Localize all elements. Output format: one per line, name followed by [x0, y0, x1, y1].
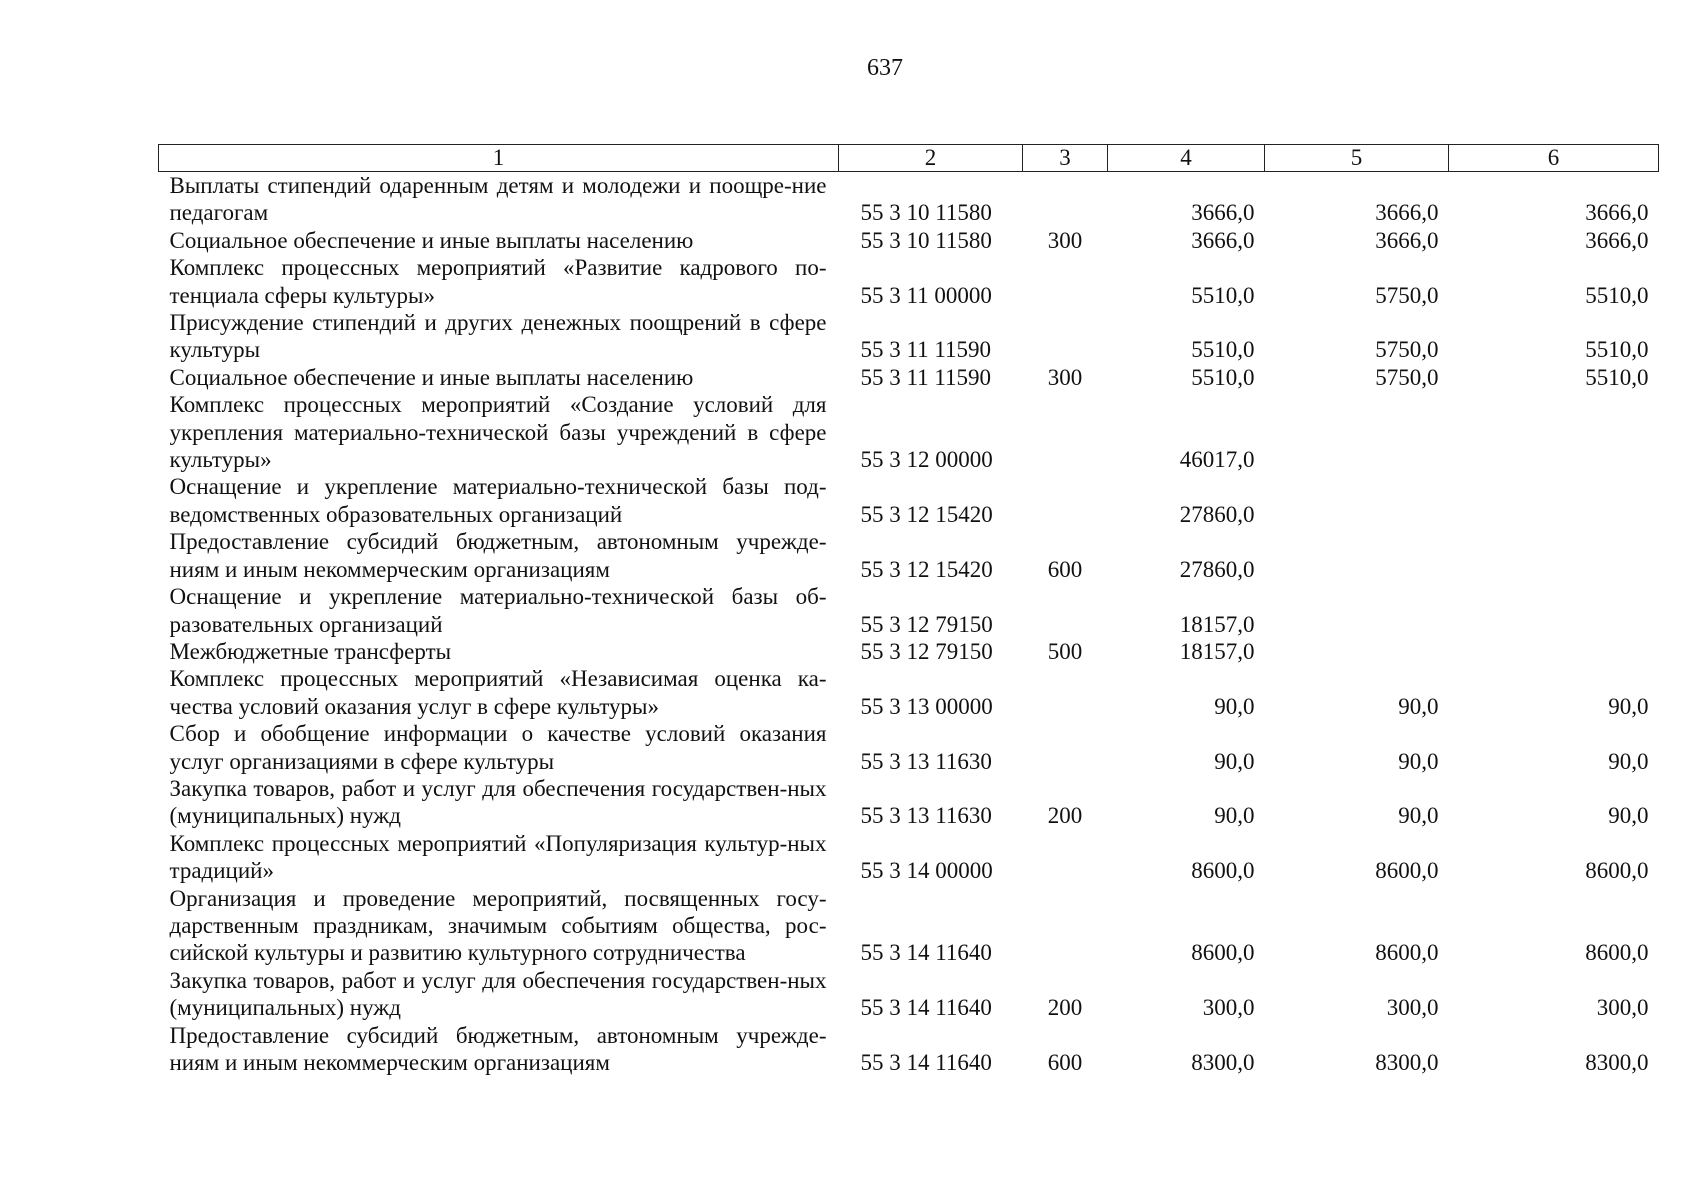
row-name: Межбюджетные трансферты — [169, 638, 452, 664]
row-code: 55 3 10 11580 — [860, 227, 992, 253]
column-header-4: 4 — [1108, 145, 1265, 172]
row-expense-type — [1023, 309, 1108, 364]
row-value-col5: 3666,0 — [1375, 200, 1439, 226]
table-body — [159, 172, 1659, 1077]
column-header-3: 3 — [1023, 145, 1108, 172]
row-code: 55 3 12 79150 — [860, 611, 993, 637]
table-row — [159, 309, 1659, 364]
row-expense-type — [1023, 172, 1108, 227]
row-expense-type: 200 — [1047, 995, 1083, 1021]
row-name: Закупка товаров, работ и услуг для обеспечения государствен-​ных (муниципальных) нужд — [169, 775, 827, 829]
table-row — [159, 473, 1659, 528]
row-name: Предоставление субсидий бюджетным, автономным учрежде-​ниям и иным некоммерческим организациям — [169, 529, 827, 582]
row-value-col5: 300,0 — [1386, 995, 1439, 1021]
row-expense-type — [1023, 391, 1108, 473]
table-row — [159, 172, 1659, 227]
row-value-col4: 18157,0 — [1179, 611, 1255, 637]
row-expense-type: 200 — [1047, 803, 1083, 829]
row-value-col6 — [1449, 473, 1659, 528]
row-value-col4: 5510,0 — [1191, 282, 1255, 308]
row-value-col6: 90,0 — [1608, 693, 1649, 719]
row-expense-type: 600 — [1047, 556, 1083, 582]
row-value-col4: 3666,0 — [1191, 200, 1255, 226]
row-value-col6: 5510,0 — [1585, 337, 1649, 363]
row-value-col6: 8300,0 — [1585, 1050, 1649, 1075]
row-value-col5: 8600,0 — [1375, 858, 1439, 884]
row-value-col6: 90,0 — [1608, 748, 1649, 774]
table-row — [159, 583, 1659, 638]
row-code: 55 3 11 11590 — [860, 337, 992, 363]
row-code: 55 3 13 00000 — [860, 693, 993, 719]
page-number: 637 — [867, 55, 903, 81]
row-value-col6: 3666,0 — [1585, 227, 1649, 253]
row-expense-type — [1023, 885, 1108, 967]
row-value-col6 — [1449, 391, 1659, 473]
row-value-col6: 8600,0 — [1585, 858, 1649, 884]
row-value-col5: 5750,0 — [1375, 282, 1439, 308]
row-value-col5 — [1265, 638, 1449, 665]
table-row — [159, 830, 1659, 885]
row-value-col4: 27860,0 — [1179, 501, 1255, 527]
row-code: 55 3 13 11630 — [860, 748, 992, 774]
row-value-col4: 18157,0 — [1179, 638, 1255, 664]
table-row — [159, 254, 1659, 309]
row-value-col6: 90,0 — [1608, 803, 1649, 829]
row-expense-type — [1023, 254, 1108, 309]
row-code: 55 3 12 15420 — [860, 556, 993, 582]
table-row — [159, 967, 1659, 1022]
row-name: Оснащение и укрепление материально-технической базы об-​разовательных организаций — [169, 584, 827, 637]
table-row — [159, 665, 1659, 720]
row-name: Выплаты стипендий одаренным детям и молодежи и поощре-​ние педагогам — [169, 173, 827, 226]
row-code: 55 3 11 11590 — [860, 364, 992, 390]
column-header-1: 1 — [159, 145, 839, 172]
table-row — [159, 638, 1659, 665]
row-value-col4: 8600,0 — [1191, 858, 1255, 884]
row-code: 55 3 12 00000 — [860, 447, 993, 473]
row-value-col5 — [1265, 528, 1449, 583]
row-code: 55 3 14 11640 — [860, 1050, 992, 1075]
row-name: Оснащение и укрепление материально-технической базы под-​ведомственных образовательных организаций — [169, 474, 827, 527]
row-value-col5: 90,0 — [1398, 803, 1439, 829]
row-code: 55 3 14 00000 — [860, 858, 993, 884]
table-row — [159, 528, 1659, 583]
budget-table — [158, 144, 1659, 1076]
row-name: Социальное обеспечение и иные выплаты населению — [169, 227, 694, 253]
row-expense-type: 500 — [1047, 638, 1083, 664]
row-value-col6: 5510,0 — [1585, 364, 1649, 390]
row-value-col5: 90,0 — [1398, 748, 1439, 774]
row-code: 55 3 12 79150 — [860, 638, 993, 664]
column-header-2: 2 — [839, 145, 1023, 172]
row-value-col5: 8600,0 — [1375, 940, 1439, 966]
row-value-col4: 300,0 — [1202, 995, 1255, 1021]
column-header-6: 6 — [1449, 145, 1659, 172]
row-expense-type: 600 — [1047, 1050, 1083, 1075]
row-value-col4: 3666,0 — [1191, 227, 1255, 253]
row-value-col4: 8600,0 — [1191, 940, 1255, 966]
row-value-col5 — [1265, 473, 1449, 528]
header-row — [159, 145, 1659, 172]
row-code: 55 3 14 11640 — [860, 940, 992, 966]
table-row — [159, 775, 1659, 830]
row-name: Организация и проведение мероприятий, посвященных госу-​дарственным праздникам, значимым событиям общества, рос-​сийской культуры и развитию культурного сотрудничества — [169, 885, 827, 966]
table-row — [159, 885, 1659, 967]
row-expense-type — [1023, 473, 1108, 528]
row-value-col4: 90,0 — [1214, 803, 1255, 829]
row-name: Социальное обеспечение и иные выплаты населению — [169, 364, 694, 390]
row-value-col4: 5510,0 — [1191, 364, 1255, 390]
table-row — [159, 391, 1659, 473]
row-value-col5: 8300,0 — [1375, 1050, 1439, 1075]
row-name: Комплекс процессных мероприятий «Популяризация культур-​ных традиций» — [169, 830, 827, 884]
row-name: Сбор и обобщение информации о качестве условий оказания услуг организациями в сфере культуры — [169, 721, 827, 774]
row-value-col6: 3666,0 — [1585, 200, 1649, 226]
row-value-col5: 3666,0 — [1375, 227, 1439, 253]
row-expense-type — [1023, 720, 1108, 775]
row-name: Закупка товаров, работ и услуг для обеспечения государствен-​ных (муниципальных) нужд — [169, 967, 827, 1021]
row-name: Комплекс процессных мероприятий «Создание условий для укрепления материально-технической базы учреждений в сфере культуры» — [169, 392, 827, 473]
row-code: 55 3 10 11580 — [860, 200, 992, 226]
row-value-col4: 8300,0 — [1191, 1050, 1255, 1075]
row-value-col6 — [1449, 638, 1659, 665]
table-row — [159, 364, 1659, 391]
row-name: Присуждение стипендий и других денежных поощрений в сфере культуры — [169, 310, 827, 363]
row-code: 55 3 13 11630 — [860, 803, 992, 829]
row-value-col4: 90,0 — [1214, 748, 1255, 774]
row-expense-type — [1023, 830, 1108, 885]
row-value-col5 — [1265, 583, 1449, 638]
row-value-col6: 300,0 — [1596, 995, 1649, 1021]
row-expense-type: 300 — [1047, 364, 1083, 390]
table-row — [159, 227, 1659, 254]
row-code: 55 3 14 11640 — [860, 995, 992, 1021]
row-name: Комплекс процессных мероприятий «Независимая оценка ка-​чества условий оказания услуг в сфере культуры» — [169, 666, 827, 719]
column-header-5: 5 — [1265, 145, 1449, 172]
table-header — [159, 145, 1659, 172]
row-value-col6 — [1449, 583, 1659, 638]
row-value-col4: 5510,0 — [1191, 337, 1255, 363]
row-value-col5: 90,0 — [1398, 693, 1439, 719]
row-expense-type — [1023, 583, 1108, 638]
row-expense-type: 300 — [1047, 227, 1083, 253]
row-code: 55 3 11 00000 — [860, 282, 992, 308]
row-value-col4: 27860,0 — [1179, 556, 1255, 582]
table-row — [159, 1022, 1659, 1077]
row-value-col5 — [1265, 391, 1449, 473]
row-value-col6: 8600,0 — [1585, 940, 1649, 966]
row-expense-type — [1023, 665, 1108, 720]
row-value-col6 — [1449, 528, 1659, 583]
row-value-col5: 5750,0 — [1375, 337, 1439, 363]
row-code: 55 3 12 15420 — [860, 501, 993, 527]
row-value-col4: 46017,0 — [1179, 447, 1255, 473]
row-name: Предоставление субсидий бюджетным, автономным учрежде-​ниям и иным некоммерческим организациям — [169, 1022, 827, 1075]
row-value-col5: 5750,0 — [1375, 364, 1439, 390]
row-value-col6: 5510,0 — [1585, 282, 1649, 308]
row-name: Комплекс процессных мероприятий «Развитие кадрового по-​тенциала сферы культуры» — [169, 255, 827, 308]
row-value-col4: 90,0 — [1214, 693, 1255, 719]
table-row — [159, 720, 1659, 775]
